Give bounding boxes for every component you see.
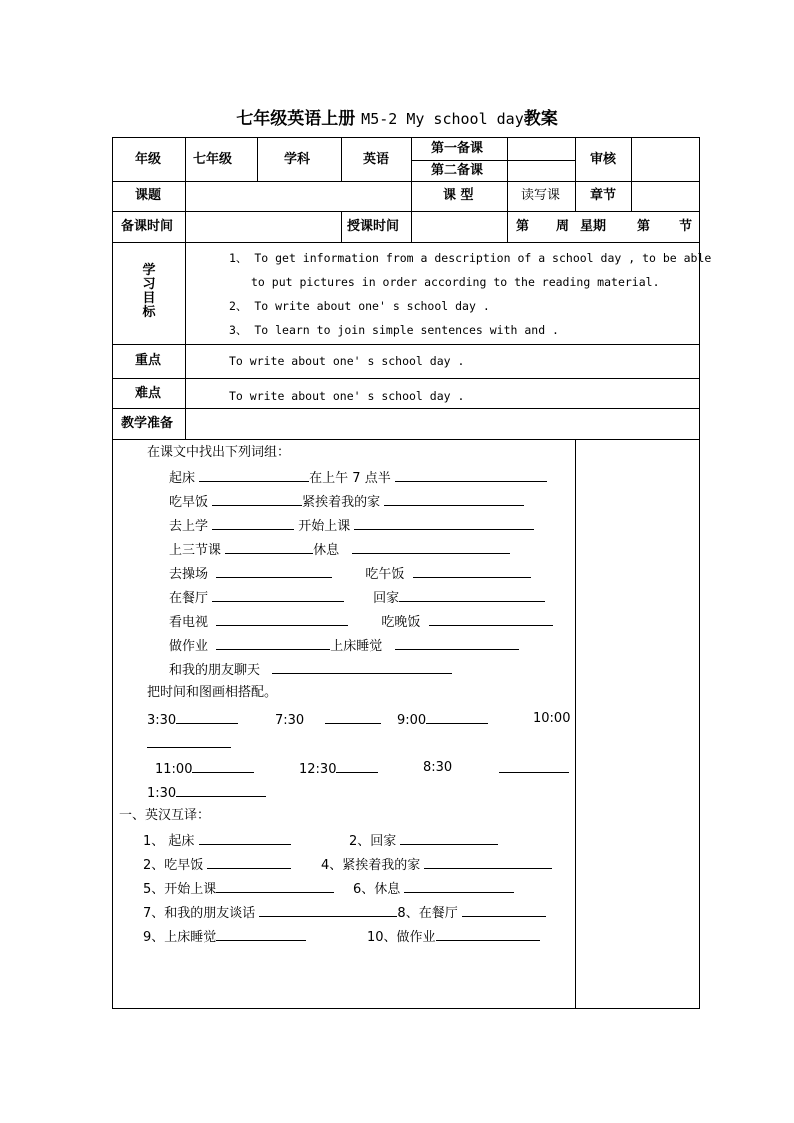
key-point-text: To write about one' s school day .: [229, 354, 465, 368]
row-line: [113, 242, 699, 243]
blank-line: [325, 711, 381, 724]
translation-text: 9、上床睡觉: [143, 930, 217, 945]
time-row: [299, 760, 378, 778]
subject-value: 英语: [363, 152, 390, 167]
time-row: [147, 784, 266, 802]
schedule-period: 节: [679, 219, 693, 234]
translation-item: [321, 856, 552, 874]
difficulty-text: To write about one' s school day .: [229, 389, 465, 403]
blank-line: [216, 637, 330, 650]
schedule-week: 周: [556, 219, 570, 234]
blank-line: [212, 493, 302, 506]
page-title: [0, 104, 794, 129]
col-line: [575, 138, 576, 181]
translation-item: [349, 832, 498, 850]
col-line: [507, 181, 508, 211]
col-line: [575, 439, 576, 1008]
time-label: 3:30: [147, 713, 177, 728]
objective-1: 1、 To get information from a description of a school day , to be able: [229, 251, 712, 265]
blank-line: [212, 517, 294, 530]
phrase: 上床睡觉: [330, 639, 383, 654]
blank-line: [225, 541, 313, 554]
phrase-row: [169, 661, 452, 679]
time-label: 12:30: [299, 762, 337, 777]
translation-item: [143, 856, 291, 874]
translation-text: 7、和我的朋友谈话: [143, 906, 256, 921]
translation-text: 5、开始上课: [143, 882, 217, 897]
blank-line: [199, 469, 309, 482]
lesson-plan-table: [112, 137, 712, 1009]
blank-line: [216, 613, 348, 626]
blank-line: [352, 541, 510, 554]
blank-line: [404, 880, 514, 893]
col-line: [185, 211, 186, 242]
blank-line: [395, 637, 519, 650]
blank-line: [176, 784, 266, 797]
translation-item: [367, 928, 540, 946]
blank-line: [499, 760, 569, 773]
blank-line: [462, 904, 546, 917]
translation-text: 4、紧挨着我的家: [321, 858, 421, 873]
blank-line: [336, 760, 378, 773]
phrase-row: [169, 541, 510, 559]
phrase: 在餐厅: [169, 591, 209, 606]
blank-line: [216, 880, 334, 893]
translation-text: 2、回家: [349, 834, 397, 849]
objective-2: 2、 To write about one' s school day .: [229, 299, 490, 313]
translation-heading: 一、英汉互译：: [119, 808, 211, 823]
blank-line: [436, 928, 540, 941]
phrase: 吃早饭: [169, 495, 209, 510]
translation-text: 6、休息: [353, 882, 401, 897]
blank-line: [354, 517, 534, 530]
phrase: 回家: [373, 591, 400, 606]
col-line: [575, 181, 576, 211]
topic-label: 课题: [135, 188, 162, 203]
second-prep-label: 第二备课: [431, 163, 484, 178]
difficulty-label: 难点: [135, 386, 162, 401]
teach-time-label: 授课时间: [347, 219, 400, 234]
title-cn-prefix: 七年级英语上册: [236, 109, 356, 129]
blank-line: [216, 565, 332, 578]
col-line: [341, 211, 342, 242]
phrase: 休息: [313, 543, 340, 558]
phrase: 去上学: [169, 519, 209, 534]
row-line: [113, 211, 699, 212]
time-row: [155, 760, 254, 778]
title-en: M5-2 My school day: [361, 110, 524, 128]
translation-text: 10、做作业: [367, 930, 436, 945]
translation-item: [143, 928, 306, 946]
translation-item: [143, 904, 546, 922]
translation-text: 1、 起床: [143, 834, 195, 849]
phrase: 上三节课: [169, 543, 222, 558]
blank-line: [216, 928, 306, 941]
translation-text: 2、吃早饭: [143, 858, 204, 873]
phrase: 和我的朋友聊天: [169, 663, 261, 678]
phrase-row: [169, 493, 524, 511]
blank-line: [176, 711, 238, 724]
row-line: [113, 408, 699, 409]
time-label: 10:00: [533, 711, 571, 726]
time-row: [147, 711, 238, 729]
matching-heading: 把时间和图画相搭配。: [147, 685, 278, 700]
prep-time-label: 备课时间: [121, 219, 174, 234]
grade-value: 七年级: [193, 152, 233, 167]
phrase: 做作业: [169, 639, 209, 654]
col-line: [507, 138, 508, 181]
phrase: 起床: [169, 471, 196, 486]
row-line: [113, 439, 699, 440]
blank-line: [384, 493, 524, 506]
title-cn-suffix: 教案: [523, 109, 558, 129]
chapter-label: 章节: [590, 188, 617, 203]
schedule-di: 第: [637, 219, 651, 234]
col-line: [185, 138, 186, 181]
grade-label: 年级: [135, 152, 162, 167]
phrase-row: [169, 613, 553, 631]
blank-line: [272, 661, 452, 674]
phrase: 在上午 7 点半: [309, 471, 391, 486]
phrase: 去操场: [169, 567, 209, 582]
row-line: [113, 378, 699, 379]
blank-line: [399, 589, 545, 602]
objectives-label: 学习目标: [142, 263, 156, 320]
preparation-label: 教学准备: [121, 416, 174, 431]
blank-line: [429, 613, 553, 626]
col-line: [341, 138, 342, 181]
blank-line: [400, 832, 498, 845]
translation-item: [143, 880, 334, 898]
blank-line: [424, 856, 552, 869]
translation-item: [143, 832, 291, 850]
phrase: 吃晚饭: [381, 615, 421, 630]
objective-1-cont: to put pictures in order according to the reading material.: [251, 275, 660, 289]
phrase-row: [169, 589, 545, 607]
blank-line: [212, 589, 344, 602]
time-label: 9:00: [397, 713, 427, 728]
phrase-row: [169, 517, 534, 535]
blank-line: [259, 904, 397, 917]
schedule-di: 第: [516, 219, 530, 234]
time-label: 1:30: [147, 786, 177, 801]
phrase: 开始上课: [298, 519, 351, 534]
blank-line: [199, 832, 291, 845]
col-line: [507, 211, 508, 242]
blank-line: [413, 565, 531, 578]
time-label: 11:00: [155, 762, 193, 777]
blank-line: [395, 469, 547, 482]
prep-split-line: [411, 160, 575, 161]
time-label: 8:30: [423, 760, 453, 775]
col-line: [631, 181, 632, 211]
time-row: [275, 711, 381, 729]
row-line: [113, 181, 699, 182]
lesson-type-label: 课 型: [443, 188, 474, 203]
phrase: 紧挨着我的家: [302, 495, 381, 510]
time-label: 7:30: [275, 713, 305, 728]
col-line: [185, 181, 186, 211]
col-line: [411, 211, 412, 242]
objective-3: 3、 To learn to join simple sentences with and .: [229, 323, 559, 337]
col-line: [411, 138, 412, 181]
col-line: [631, 138, 632, 181]
phrases-heading: 在课文中找出下列词组：: [147, 445, 291, 460]
blank-line: [207, 856, 291, 869]
subject-label: 学科: [284, 152, 311, 167]
blank-line: [147, 735, 231, 748]
row-line: [113, 344, 699, 345]
schedule-weekday: 星期: [580, 219, 607, 234]
col-line: [185, 242, 186, 439]
translation-text: 8、在餐厅: [397, 906, 458, 921]
col-line: [257, 138, 258, 181]
first-prep-label: 第一备课: [431, 141, 484, 156]
review-label: 审核: [590, 152, 617, 167]
translation-item: [353, 880, 514, 898]
key-point-label: 重点: [135, 353, 162, 368]
blank-line: [426, 711, 488, 724]
lesson-type-value: 读写课: [521, 188, 561, 203]
phrase: 吃午饭: [365, 567, 405, 582]
col-line: [411, 181, 412, 211]
phrase-row: [169, 469, 547, 487]
phrase-row: [169, 637, 519, 655]
phrase-row: [169, 565, 531, 583]
time-row: [397, 711, 488, 729]
blank-line: [192, 760, 254, 773]
phrase: 看电视: [169, 615, 209, 630]
